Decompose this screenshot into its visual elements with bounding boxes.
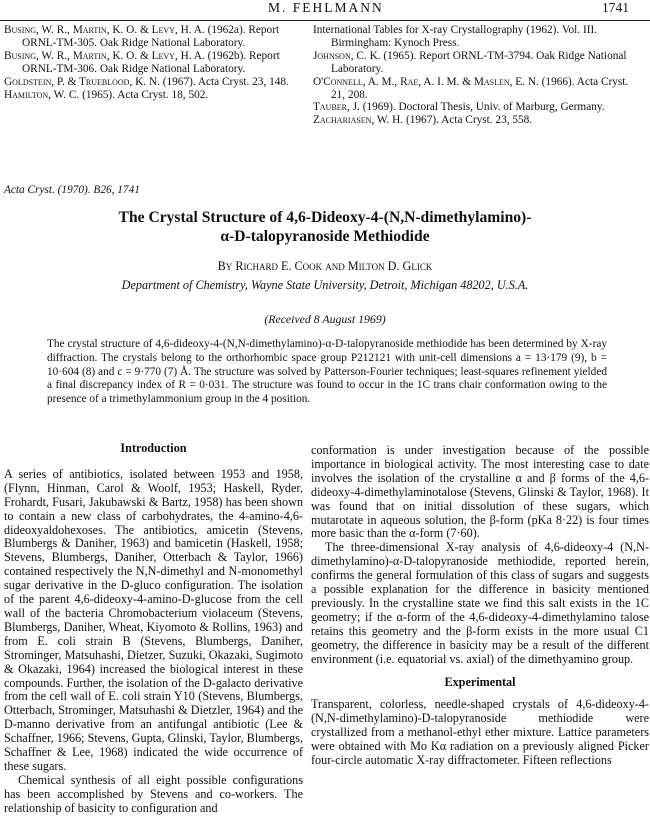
- received-date: (Received 8 August 1969): [264, 312, 386, 326]
- reference-item: Johnson, C. K. (1965). Report ORNL-TM-3794. Oak Ridge National Laboratory.: [313, 49, 627, 75]
- section-heading-introduction: Introduction: [120, 441, 187, 455]
- reference-item: Busing, W. R., Martin, K. O. & Levy, H. A. (1962a). Report ORNL-TM-305. Oak Ridge National Laboratory.: [4, 24, 280, 49]
- paragraph: conformation is under investigation because of the possible importance in biological activity. The most interesting case to date involves the isolation of the crystalline α and β forms of the 4,6-dideoxy-4-dimethylaminotalose (Stevens, Glinski & Taylor, 1968). It was found that on initial dissolution of these sugars, which mutarotate in aqueous solution, the β-form (pKa 8·22) is four times more basic than the α-form (7·60).: [311, 443, 649, 541]
- body-column-left: [4, 441, 303, 816]
- paragraph: Transparent, colorless, needle-shaped crystals of 4,6-dideoxy-4-(N,N-dimethylamino)-D-talopyranoside methiodide were crystallized from a methanol-ethyl ether mixture. Lattice parameters were obtained with Mo Kα radiation on a previously aligned Picker four-circle automatic X-ray diffractometer. Fifteen reflections: [311, 697, 649, 768]
- header-rule: [0, 20, 650, 21]
- abstract: The crystal structure of 4,6-dideoxy-4-(N,N-dimethylamino)-α-D-talopyranoside methiodide has been determined by X-ray diffraction. The crystals belong to the orthorhombic space group P212121 with unit-cell dimensions a = 13·179 (9), b = 10·604 (8) and c = 9·770 (7) Å. The structure was solved by Patterson-Fourier techniques; least-squares refinement yielded a final discrepancy index of R = 0·031. The structure was found to occur in the 1C trans chair conformation owing to the presence of a trimethylammonium group in the 4 position.: [47, 338, 607, 406]
- reference-item: O'Connell, A. M., Rae, A. I. M. & Maslen, E. N. (1966). Acta Cryst. 21, 208.: [313, 75, 629, 101]
- article-authors: By Richard E. Cook and Milton D. Glick: [217, 259, 433, 273]
- reference-list-left: [4, 24, 304, 101]
- title-line-2: α-D-talopyranoside Methiodide: [220, 228, 430, 245]
- journal-citation: Acta Cryst. (1970). B26, 1741: [4, 184, 140, 196]
- reference-item: International Tables for X-ray Crystallography (1962). Vol. III. Birmingham: Kynoch Press.: [313, 24, 598, 49]
- reference-item: Zachariasen, W. H. (1967). Acta Cryst. 23, 558.: [313, 114, 533, 127]
- title-line-1: The Crystal Structure of 4,6-Dideoxy-4-(N,N-dimethylamino)-: [118, 209, 532, 226]
- paragraph: A series of antibiotics, isolated between 1953 and 1958, (Flynn, Hinman, Carol & Woolf, 1953; Haskell, Ryder, Frohardt, Fusari, Jakubawski & Bartz, 1958) has been shown to contain a new class of carbohydrates, the 4-amino-4,6-dideoxyaldohexoses. The antibiotics, amicetin (Stevens, Blumbergs & Daniher, 1963) and bamicetin (Haskell, 1958; Stevens, Blumbergs, Daniher, Otterbach & Taylor, 1966) contained respectively the N,N-dimethyl and N-monomethyl sugar derivative in the D-gluco configuration. The isolation of the parent 4,6-dideoxy-4-amino-D-glucose from the cell wall of the bacteria Chromobacterium violaceum (Stevens, Blumbergs, Daniher, Wheat, Kiyomoto & Rollins, 1963) and from E. coli strain B (Stevens, Blumbergs, Daniher, Strominger, Matsuhashi, Dietzer, Suzuki, Okazaki, Sugimoto & Okazaki, 1964) increased the biological interest in these compounds. Further, the isolation of the D-galacto derivative from the cell wall of E. coli strain Y10 (Stevens, Blumbergs, Otterbach, Strominger, Matsuhashi & Dietzler, 1964) and the D-manno derivative from an antifungal antibiotic (Lee & Schaffner, 1966; Stevens, Gupta, Glinski, Taylor, Blumbergs, Schaffner & Lee, 1968) indicated the wide occurrence of these sugars.: [4, 466, 303, 773]
- reference-item: Busing, W. R., Martin, K. O. & Levy, H. A. (1962b). Report ORNL-TM-306. Oak Ridge National Laboratory.: [4, 49, 280, 75]
- reference-item: Goldstein, P. & Trueblood, K. N. (1967). Acta Cryst. 23, 148.: [4, 75, 289, 88]
- reference-item: Hamilton, W. C. (1965). Acta Cryst. 18, 502.: [4, 88, 209, 101]
- section-heading-experimental: Experimental: [444, 674, 516, 689]
- page-number: 1741: [602, 0, 629, 15]
- body-column-right: [311, 444, 649, 768]
- affiliation: Department of Chemistry, Wayne State University, Detroit, Michigan 48202, U.S.A.: [121, 278, 529, 292]
- running-header-author: M. FEHLMANN: [268, 0, 384, 15]
- paragraph: The three-dimensional X-ray analysis of 4,6-dideoxy-4 (N,N-dimethylamino)-α-D-talopyranoside methiodide, reported herein, confirms the general formulation of this class of sugars and suggests a possible explanation for the difference in basicity mentioned previously. In the crystalline state we find this salt exists in the 1C geometry; if the α-form of the 4,6-dideoxy-4-dimethylamino talose retains this geometry and the β-form exists in the more usual C1 geometry, the difference in basicity may be a result of the different environment (i.e. equatorial vs. axial) of the dimethyamino group.: [311, 540, 649, 666]
- article-title: [0, 208, 650, 246]
- reference-item: Tauber, J. (1969). Doctoral Thesis, Univ. of Marburg, Germany.: [313, 101, 605, 114]
- paragraph: Chemical synthesis of all eight possible configurations has been accomplished by Stevens and co-workers. The relationship of basicity to configuration and: [4, 772, 303, 815]
- reference-list-right: [313, 24, 645, 127]
